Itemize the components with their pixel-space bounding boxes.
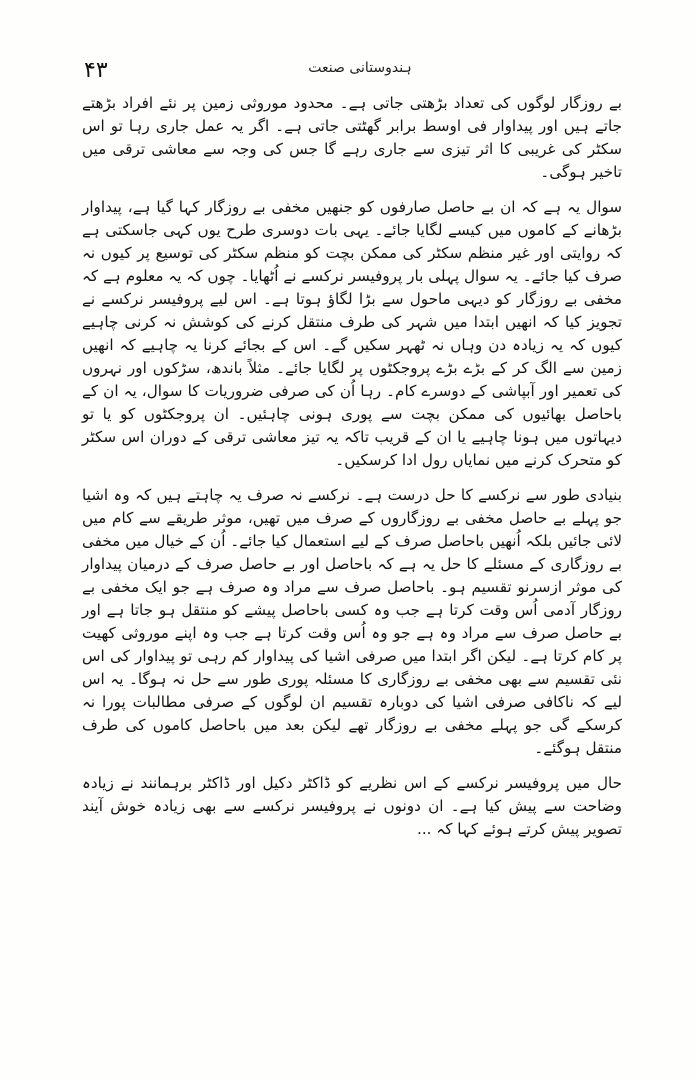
paragraph-gap xyxy=(82,184,622,196)
paragraph-gap xyxy=(82,472,622,484)
body-text xyxy=(82,92,622,841)
paragraph-3: بنیادی طور سے نرکسے کا حل درست ہے۔ نرکسے نہ صرف یہ چاہتے ہیں کہ وہ اشیا جو پہلے بے حاصل مخفی بے روزگاروں کے صرف میں تھیں، موثر طریقے سے کام میں لائی جائیں بلکہ اُنھیں باحاصل صرف کے لیے استعمال کیا جائے۔ اُن کے خیال میں مخفی بے روزگاری کے مسئلے کا حل یہ ہے کہ باحاصل اور بے حاصل صرف کے درمیان پیداوار کی موثر ازسرنو تقسیم ہو۔ باحاصل صرف سے مراد وہ صرف ہے جو ایک مخفی بے روزگار آدمی اُس وقت کرتا ہے جب وہ کسی باحاصل پیشے کو منتقل ہو جاتا ہے اور بے حاصل صرف سے مراد وہ ہے جو وہ اُس وقت کرتا ہے جب وہ اپنے موروثی کھیت پر کام کرتا ہے۔ لیکن اگر ابتدا میں صرفی اشیا کی پیداوار کم رہی تو پیداوار کی اس نئی تقسیم سے بھی مخفی بے روزگاری کا مسئلہ پوری طور سے حل نہ ہوگا۔ یہ اس لیے کہ ناکافی صرفی اشیا کی دوبارہ تقسیم ان لوگوں کے صرفی مطالبات پورا نہ کرسکے گی جو پہلے مخفی بے روزگار تھے لیکن بعد میں باحاصل کاموں کی طرف منتقل ہوگئے۔ xyxy=(82,486,622,757)
page-number: ۴۳ xyxy=(84,58,108,83)
running-head: ہندوستانی صنعت xyxy=(308,60,412,76)
paragraph-gap xyxy=(82,760,622,772)
paragraph-1: بے روزگار لوگوں کی تعداد بڑھتی جاتی ہے۔ محدود موروثی زمین پر نئے افراد بڑھتے جاتے ہیں اور پیداوار فی اوسط برابر گھٹتی جاتی ہے۔ اگر یہ عمل جاری رہا تو اس سکٹر کی غریبی کا اثر تیزی سے جاری رہے گا جس کی وجہ سے معاشی ترقی میں تاخیر ہوگی۔ xyxy=(82,94,622,181)
paragraph-4: حال میں پروفیسر نرکسے کے اس نظریے کو ڈاکٹر دکیل اور ڈاکٹر برہمانند نے زیادہ وضاحت سے پیش کیا ہے۔ ان دونوں نے پروفیسر نرکسے سے بھی زیادہ خوش آیند تصویر پیش کرتے ہوئے کہا کہ ... xyxy=(82,774,622,838)
paragraph-2: سوال یہ ہے کہ ان بے حاصل صارفوں کو جنھیں مخفی بے روزگار کہا گیا ہے، پیداوار بڑھانے کے کاموں میں کیسے لگایا جائے۔ یہی بات دوسری طرح یوں کہی جاسکتی ہے کہ روایتی اور غیر منظم سکٹر کی ممکن بچت کو منظم سکٹر کی توسیع پر کیوں نہ صرف کیا جائے۔ یہ سوال پہلی بار پروفیسر نرکسے نے اُٹھایا۔ چوں کہ یہ معلوم ہے کہ مخفی بے روزگار کو دیہی ماحول سے بڑا لگاؤ ہوتا ہے۔ اس لیے پروفیسر نرکسے نے تجویز کیا کہ انھیں ابتدا میں شہر کی طرف منتقل کرنے کی کوشش نہ کرنی چاہیے کیوں کہ یہ زیادہ دن وہاں نہ ٹھہر سکیں گے۔ اس کے بجائے کرنا یہ چاہیے کہ انھیں زمین سے الگ کر کے بڑے بڑے پروجکٹوں پر لگایا جائے۔ مثلاً باندھ، سڑکوں اور نہروں کی تعمیر اور آبپاشی کے دوسرے کام۔ رہا اُن کی صرفی ضروریات کا سوال، یہ ان کے باحاصل بھائیوں کی ممکن بچت سے پوری ہونی چاہئیں۔ ان پروجکٹوں کو یا تو دیہاتوں میں ہونا چاہیے یا ان کے قریب تاکہ یہ تیز معاشی ترقی کے دوران اس سکٹر کو متحرک کرنے میں نمایاں رول ادا کرسکیں۔ xyxy=(82,198,622,469)
